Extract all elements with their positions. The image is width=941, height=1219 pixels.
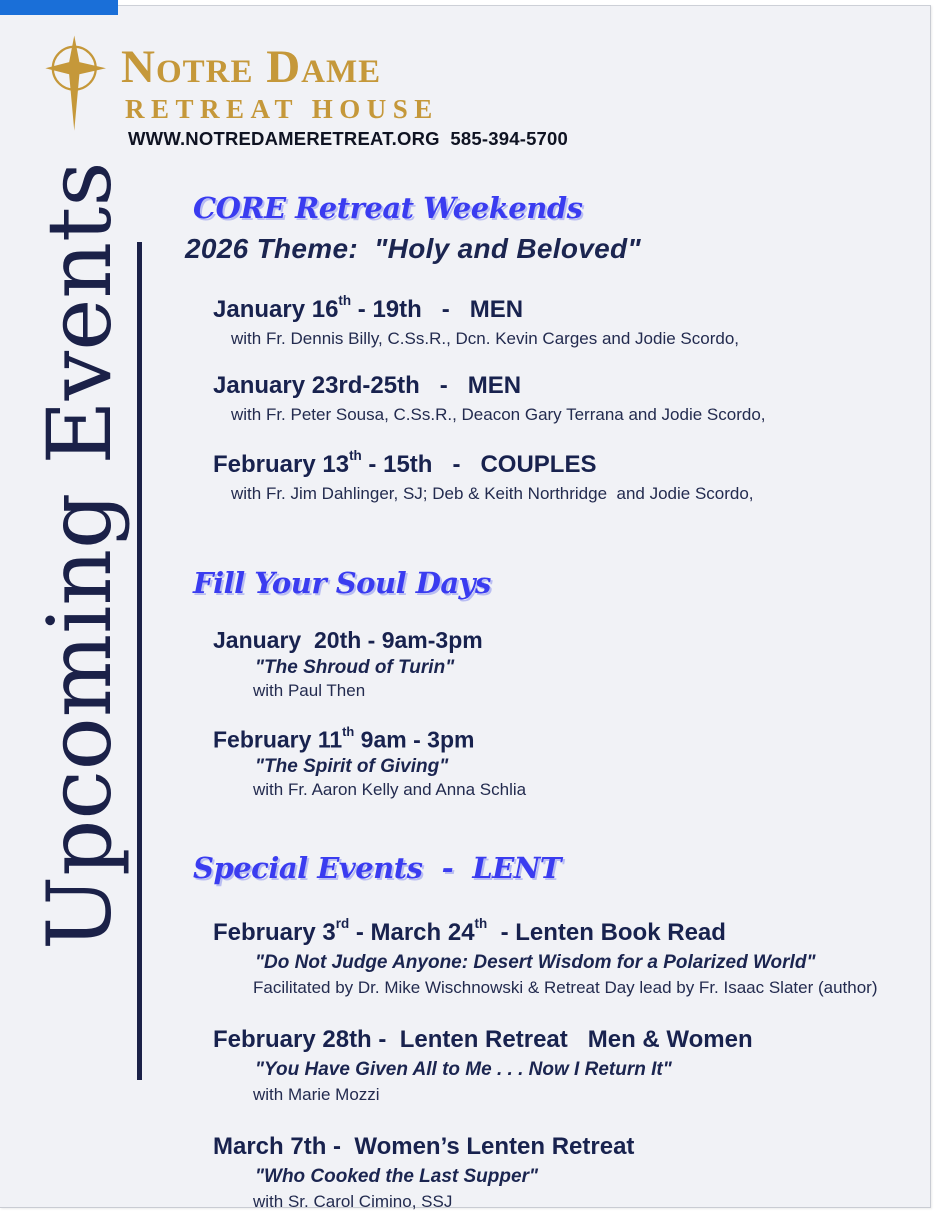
event-heading [213,290,935,327]
ordinal-suffix: th [338,292,352,308]
section-title: CORE Retreat Weekends [193,191,583,225]
heading-text: 9am - 3pm [354,726,475,753]
vertical-divider-rule [137,242,142,1080]
section [185,188,935,504]
event-quote-title: "Who Cooked the Last Supper" [255,1166,538,1188]
heading-text: - Lenten Book Read [487,919,726,947]
section-subtitle: 2026 Theme: "Holy and Beloved" [185,233,641,264]
heading-text: February 11 [213,726,343,753]
event-quote-title: "Do Not Judge Anyone: Desert Wisdom for a Polarized World" [255,952,816,974]
heading-text: January 20th - 9am-3pm [213,627,483,653]
event-detail: Facilitated by Dr. Mike Wischnowski & Retreat Day lead by Fr. Isaac Slater (author) [253,978,878,998]
event-heading [213,1130,935,1164]
event-heading [213,1023,935,1057]
event-detail: with Fr. Dennis Billy, C.Ss.R., Dcn. Kevin Carges and Jodie Scordo, [231,329,739,349]
event-item [213,625,935,701]
heading-text: - March 24 [349,919,475,947]
section [185,848,935,1212]
heading-text: January 23rd-25th - MEN [213,372,522,400]
heading-text: March 7th - Women’s Lenten Retreat [213,1133,635,1161]
event-item [213,290,935,349]
heading-text: February 28th - Lenten Retreat Men & Women [213,1026,753,1054]
event-quote-title: "You Have Given All to Me . . . Now I Return It" [255,1059,672,1081]
event-heading [213,445,935,482]
event-detail: with Fr. Peter Sousa, C.Ss.R., Deacon Gary Terrana and Jodie Scordo, [231,405,766,425]
event-item [213,1130,935,1212]
event-quote-title: "The Spirit of Giving" [255,756,449,778]
event-heading [213,913,935,950]
heading-text: February 3 [213,919,336,947]
website-and-phone: WWW.NOTREDAMERETREAT.ORG 585-394-5700 [128,128,569,149]
cross-compass-icon [36,26,120,144]
top-accent-bar [0,0,118,15]
event-item [213,913,935,998]
ordinal-suffix: th [349,448,362,464]
upcoming-events-vertical-title: Upcoming Events [28,161,131,950]
ordinal-suffix: th [342,724,355,740]
event-detail: with Sr. Carol Cimino, SSJ [253,1192,453,1212]
ordinal-suffix: rd [335,915,350,931]
event-item [213,369,935,425]
ordinal-suffix: th [474,915,488,931]
event-heading [213,723,935,754]
heading-text: January 16 [213,296,339,324]
event-detail: with Fr. Aaron Kelly and Anna Schlia [253,780,527,800]
heading-text: February 13 [213,451,350,479]
section-title: Fill Your Soul Days [193,566,491,600]
event-detail: with Fr. Jim Dahlinger, SJ; Deb & Keith Northridge and Jodie Scordo, [231,484,754,504]
event-item [213,445,935,504]
event-item [213,723,935,800]
event-heading [213,369,935,403]
org-name: Notre Dame [121,41,382,93]
event-heading [213,625,935,655]
heading-text: - 19th - MEN [351,296,524,324]
org-subname: RETREAT HOUSE [125,94,439,124]
section [185,563,935,800]
event-quote-title: "The Shroud of Turin" [255,657,455,678]
event-item [213,1023,935,1105]
section-title: Special Events - LENT [193,851,561,885]
event-detail: with Paul Then [253,681,366,700]
event-detail: with Marie Mozzi [253,1085,380,1105]
heading-text: - 15th - COUPLES [361,451,597,479]
